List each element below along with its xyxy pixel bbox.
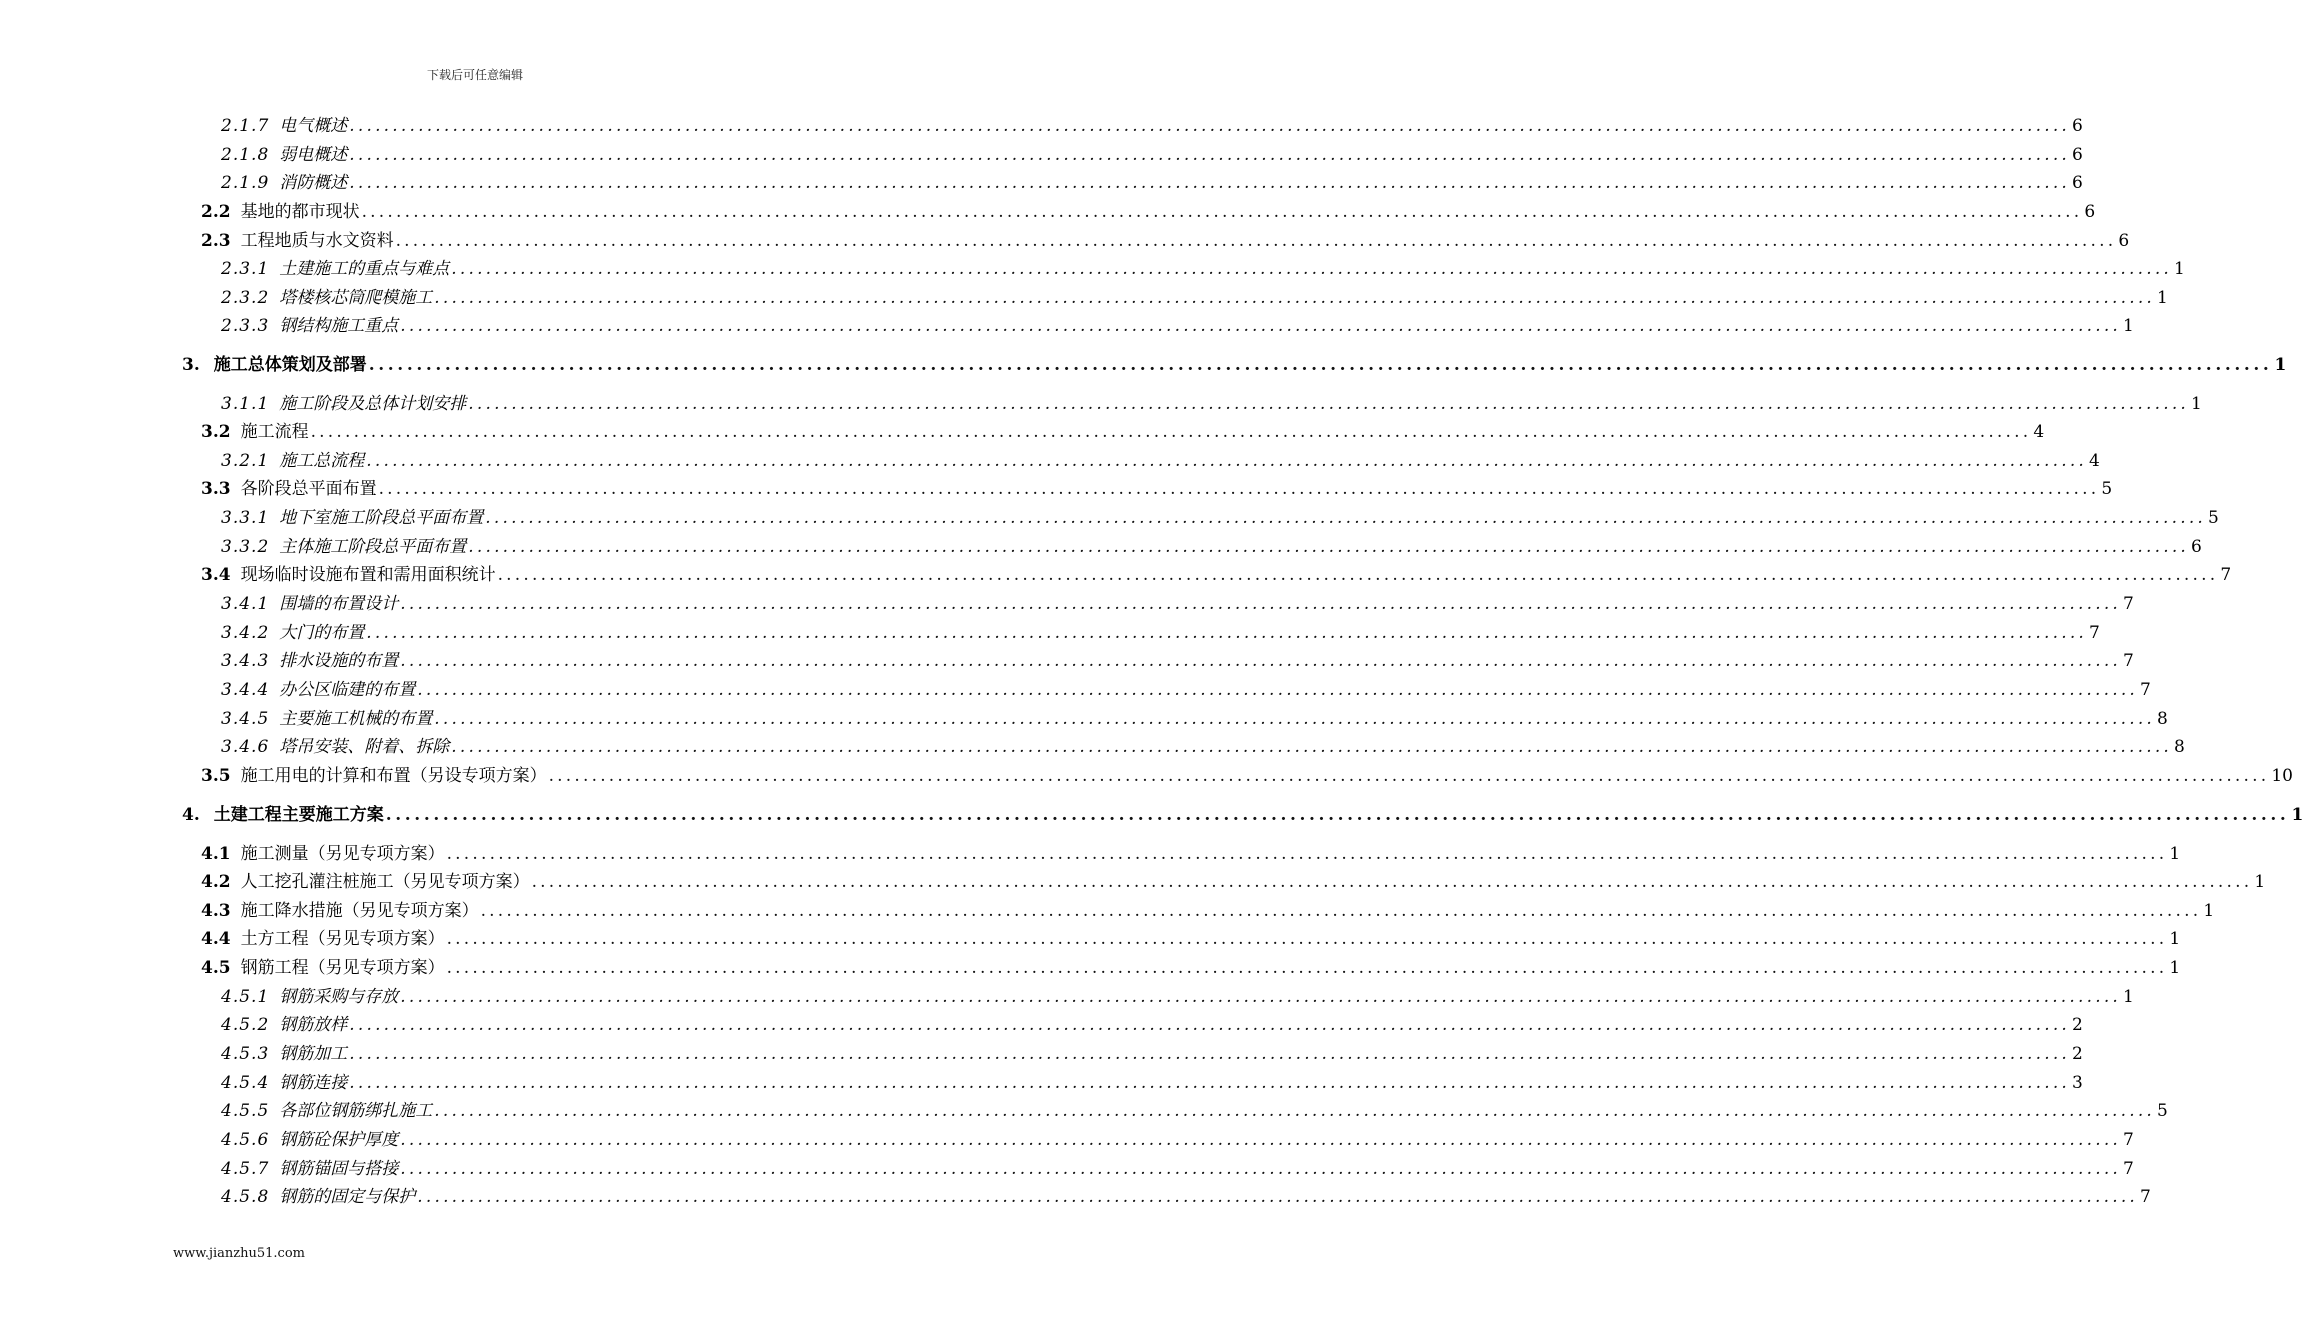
toc-entry-page-number: 7 [2123,594,2134,614]
toc-entry-page-number: 7 [2140,680,2151,700]
toc-entry-page-number: 3 [2072,1073,2083,1093]
toc-entry-title: 主要施工机械的布置 [279,709,433,729]
toc-entry[interactable] [201,927,2181,951]
toc-entry[interactable] [221,1157,2134,1181]
toc-entry-page-number: 1 [2174,259,2185,279]
toc-dot-leader: ........................................................................................................................................................................................................ [446,844,2168,864]
toc-entry-page-number: 4 [2089,451,2100,471]
toc-entry-title: 施工用电的计算和布置（另设专项方案） [240,766,547,786]
toc-entry[interactable] [201,870,2266,894]
toc-entry-title: 各阶段总平面布置 [240,479,377,499]
toc-entry-number: 4.3 [201,901,231,921]
toc-entry-number: 2.1.9 [221,173,270,193]
toc-entry-title: 施工流程 [240,422,309,442]
toc-entry-page-number: 1 [2169,844,2181,864]
toc-entry-title: 施工总流程 [279,451,365,471]
toc-entry-page-number: 6 [2072,145,2083,165]
toc-entry-title: 电气概述 [279,116,348,136]
toc-entry-title: 钢筋连接 [279,1073,348,1093]
toc-entry[interactable] [221,114,2083,138]
toc-entry-page-number: 1 [2274,355,2287,375]
toc-entry-title: 弱电概述 [279,145,348,165]
toc-dot-leader: ........................................................................................................................................................................................................ [366,451,2088,471]
toc-entry-title: 施工阶段及总体计划安排 [279,394,467,414]
toc-dot-leader: ........................................................................................................................................................................................................ [531,872,2253,892]
toc-entry-title: 大门的布置 [279,623,365,643]
toc-dot-leader: ........................................................................................................................................................................................................ [349,1015,2071,1035]
toc-dot-leader: ........................................................................................................................................................................................................ [434,288,2156,308]
toc-entry-number: 4.5.4 [221,1073,270,1093]
toc-entry-page-number: 6 [2084,202,2096,222]
toc-entry[interactable] [221,449,2100,473]
toc-entry[interactable] [182,353,2287,377]
toc-entry-page-number: 10 [2271,766,2293,786]
toc-dot-leader: ........................................................................................................................................................................................................ [417,680,2139,700]
toc-entry-number: 3.4.4 [221,680,270,700]
toc-entry-page-number: 1 [2123,316,2134,336]
toc-entry-page-number: 7 [2220,565,2232,585]
page-header: 下载后可任意编辑 [426,68,523,82]
toc-entry-title: 土方工程（另见专项方案） [240,929,445,949]
toc-dot-leader: ........................................................................................................................................................................................................ [349,1073,2071,1093]
toc-entry[interactable] [221,735,2185,759]
toc-entry-number: 2.3.2 [221,288,270,308]
toc-dot-leader: ........................................................................................................................................................................................................ [361,202,2083,222]
toc-entry[interactable] [221,171,2083,195]
toc-dot-leader: ........................................................................................................................................................................................................ [451,737,2173,757]
toc-entry-title: 土建工程主要施工方案 [213,805,384,825]
toc-entry-number: 4.5.6 [221,1130,270,1150]
toc-entry[interactable] [221,1013,2083,1037]
toc-dot-leader: ........................................................................................................................................................................................................ [400,1159,2122,1179]
toc-entry-number: 3.3.2 [221,537,270,557]
toc-entry-number: 2.2 [201,202,231,222]
toc-entry[interactable] [221,649,2134,673]
toc-entry-number: 4. [182,805,200,825]
toc-entry-page-number: 1 [2291,805,2303,825]
toc-entry-number: 4.5.2 [221,1015,270,1035]
toc-entry-title: 主体施工阶段总平面布置 [279,537,467,557]
toc-entry-title: 钢筋锚固与搭接 [279,1159,399,1179]
toc-entry-title: 钢结构施工重点 [279,316,399,336]
toc-entry-page-number: 8 [2157,709,2168,729]
toc-entry-number: 3.1.1 [221,394,270,414]
toc-dot-leader: ........................................................................................................................................................................................................ [485,508,2207,528]
toc-entry-number: 3.3 [201,479,231,499]
toc-entry-title: 钢筋砼保护厚度 [279,1130,399,1150]
toc-dot-leader: ........................................................................................................................................................................................................ [368,355,2273,375]
toc-entry-number: 3.4.3 [221,651,270,671]
toc-entry-page-number: 1 [2169,958,2181,978]
toc-entry[interactable] [221,314,2134,338]
toc-dot-leader: ........................................................................................................................................................................................................ [349,116,2071,136]
toc-entry-title: 消防概述 [279,173,348,193]
toc-dot-leader: ........................................................................................................................................................................................................ [548,766,2270,786]
toc-entry-title: 钢筋采购与存放 [279,987,399,1007]
toc-entry[interactable] [201,563,2232,587]
toc-entry-page-number: 1 [2123,987,2134,1007]
toc-entry-title: 各部位钢筋绑扎施工 [279,1101,433,1121]
toc-dot-leader: ........................................................................................................................................................................................................ [468,537,2190,557]
toc-entry-page-number: 1 [2169,929,2181,949]
toc-dot-leader: ........................................................................................................................................................................................................ [400,316,2122,336]
toc-entry[interactable] [201,899,2215,923]
toc-entry-title: 钢筋的固定与保护 [279,1187,416,1207]
toc-entry-number: 4.1 [201,844,231,864]
toc-dot-leader: ........................................................................................................................................................................................................ [400,1130,2122,1150]
toc-entry[interactable] [201,764,2293,788]
toc-entry-page-number: 7 [2123,651,2134,671]
toc-entry-page-number: 6 [2118,231,2130,251]
toc-entry-page-number: 7 [2140,1187,2151,1207]
toc-entry-page-number: 1 [2191,394,2202,414]
toc-entry[interactable] [221,621,2100,645]
toc-entry[interactable] [221,1042,2083,1066]
toc-entry-number: 4.4 [201,929,231,949]
toc-entry-page-number: 6 [2191,537,2202,557]
toc-entry[interactable] [221,1099,2168,1123]
toc-entry[interactable] [221,592,2134,616]
toc-entry[interactable] [182,803,2303,827]
toc-dot-leader: ........................................................................................................................................................................................................ [366,623,2088,643]
toc-entry[interactable] [201,842,2181,866]
toc-entry-number: 3.4.5 [221,709,270,729]
toc-dot-leader: ........................................................................................................................................................................................................ [434,709,2156,729]
toc-entry-page-number: 7 [2123,1159,2134,1179]
toc-entry-title: 塔吊安装、附着、拆除 [279,737,450,757]
toc-entry-title: 人工挖孔灌注桩施工（另见专项方案） [240,872,530,892]
toc-entry-number: 2.1.8 [221,145,270,165]
toc-entry-number: 3. [182,355,200,375]
toc-entry-page-number: 6 [2072,116,2083,136]
toc-entry-number: 3.4.1 [221,594,270,614]
toc-entry-title: 办公区临建的布置 [279,680,416,700]
toc-entry[interactable] [221,392,2202,416]
toc-entry-number: 4.5.1 [221,987,270,1007]
toc-dot-leader: ........................................................................................................................................................................................................ [497,565,2219,585]
toc-entry[interactable] [221,286,2168,310]
toc-entry-number: 4.5.8 [221,1187,270,1207]
toc-entry[interactable] [201,956,2181,980]
toc-entry-number: 2.3.1 [221,259,270,279]
toc-entry-number: 4.5.3 [221,1044,270,1064]
toc-entry[interactable] [221,1071,2083,1095]
toc-entry-number: 3.5 [201,766,231,786]
page-footer-url: www.jianzhu51.com [173,1246,305,1261]
toc-dot-leader: ........................................................................................................................................................................................................ [378,479,2100,499]
toc-dot-leader: ........................................................................................................................................................................................................ [468,394,2190,414]
toc-entry-page-number: 5 [2208,508,2219,528]
toc-dot-leader: ........................................................................................................................................................................................................ [385,805,2290,825]
toc-entry-number: 2.1.7 [221,116,270,136]
toc-entry-title: 排水设施的布置 [279,651,399,671]
toc-entry-page-number: 2 [2072,1044,2083,1064]
toc-entry-page-number: 6 [2072,173,2083,193]
toc-entry-number: 4.5 [201,958,231,978]
toc-entry-title: 塔楼核芯筒爬模施工 [279,288,433,308]
toc-dot-leader: ........................................................................................................................................................................................................ [349,1044,2071,1064]
toc-entry[interactable] [221,143,2083,167]
toc-entry-number: 3.2 [201,422,231,442]
toc-entry-page-number: 2 [2072,1015,2083,1035]
toc-dot-leader: ........................................................................................................................................................................................................ [417,1187,2139,1207]
toc-dot-leader: ........................................................................................................................................................................................................ [451,259,2173,279]
toc-entry-number: 4.2 [201,872,231,892]
toc-entry[interactable] [201,200,2096,224]
toc-entry-title: 钢筋放样 [279,1015,348,1035]
toc-entry-number: 3.4.2 [221,623,270,643]
toc-entry-page-number: 8 [2174,737,2185,757]
toc-entry-title: 现场临时设施布置和需用面积统计 [240,565,496,585]
toc-dot-leader: ........................................................................................................................................................................................................ [395,231,2117,251]
toc-entry-title: 施工降水措施（另见专项方案） [240,901,479,921]
toc-entry-title: 基地的都市现状 [240,202,360,222]
toc-dot-leader: ........................................................................................................................................................................................................ [400,987,2122,1007]
toc-dot-leader: ........................................................................................................................................................................................................ [480,901,2202,921]
toc-entry-title: 地下室施工阶段总平面布置 [279,508,484,528]
toc-entry[interactable] [221,1128,2134,1152]
toc-dot-leader: ........................................................................................................................................................................................................ [446,958,2168,978]
toc-dot-leader: ........................................................................................................................................................................................................ [349,145,2071,165]
toc-entry[interactable] [221,985,2134,1009]
toc-entry-title: 土建施工的重点与难点 [279,259,450,279]
toc-entry[interactable] [221,707,2168,731]
toc-entry-number: 2.3.3 [221,316,270,336]
toc-entry-page-number: 7 [2089,623,2100,643]
toc-entry-title: 施工测量（另见专项方案） [240,844,445,864]
toc-entry-number: 3.3.1 [221,508,270,528]
toc-entry-page-number: 4 [2033,422,2045,442]
toc-entry[interactable] [221,257,2185,281]
toc-entry-number: 4.5.7 [221,1159,270,1179]
toc-entry[interactable] [201,229,2130,253]
toc-entry-number: 3.4.6 [221,737,270,757]
toc-dot-leader: ........................................................................................................................................................................................................ [400,651,2122,671]
toc-entry[interactable] [221,1185,2151,1209]
toc-dot-leader: ........................................................................................................................................................................................................ [349,173,2071,193]
toc-entry-title: 工程地质与水文资料 [240,231,394,251]
toc-entry[interactable] [201,477,2113,501]
toc-entry[interactable] [221,535,2202,559]
toc-entry-page-number: 5 [2101,479,2113,499]
toc-entry-number: 2.3 [201,231,231,251]
toc-entry-page-number: 5 [2157,1101,2168,1121]
toc-dot-leader: ........................................................................................................................................................................................................ [434,1101,2156,1121]
toc-entry-page-number: 7 [2123,1130,2134,1150]
toc-entry[interactable] [221,678,2151,702]
toc-entry[interactable] [201,420,2045,444]
toc-entry-title: 钢筋工程（另见专项方案） [240,958,445,978]
toc-dot-leader: ........................................................................................................................................................................................................ [446,929,2168,949]
toc-entry-title: 围墙的布置设计 [279,594,399,614]
toc-entry-page-number: 1 [2254,872,2266,892]
toc-entry-page-number: 1 [2203,901,2215,921]
toc-dot-leader: ........................................................................................................................................................................................................ [310,422,2032,442]
toc-entry-number: 4.5.5 [221,1101,270,1121]
toc-entry[interactable] [221,506,2219,530]
toc-dot-leader: ........................................................................................................................................................................................................ [400,594,2122,614]
toc-entry-number: 3.2.1 [221,451,270,471]
toc-entry-title: 钢筋加工 [279,1044,348,1064]
toc-entry-title: 施工总体策划及部署 [213,355,367,375]
toc-entry-number: 3.4 [201,565,231,585]
toc-entry-page-number: 1 [2157,288,2168,308]
